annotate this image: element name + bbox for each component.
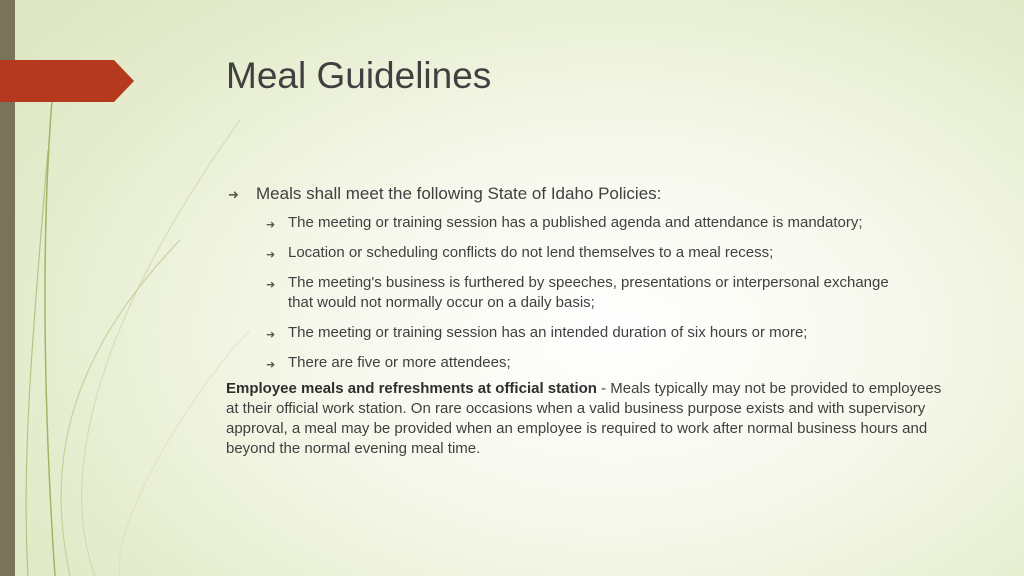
sub-bullet-text: Location or scheduling conflicts do not lend themselves to a meal recess; (288, 244, 774, 261)
sub-bullet (266, 273, 908, 313)
sub-bullet-text: The meeting or training session has an intended duration of six hours or more; (288, 324, 808, 341)
arrow-right-icon: ➜ (266, 219, 276, 231)
bullet-main-text: Meals shall meet the following State of Idaho Policies: (256, 184, 662, 203)
arrow-right-icon: ➜ (266, 249, 276, 261)
arrow-right-icon: ➜ (266, 329, 276, 341)
title-accent-tab (0, 0, 140, 576)
sub-bullet (266, 213, 908, 233)
slide-title: Meal Guidelines (226, 55, 492, 96)
slide-content (226, 183, 966, 459)
sub-bullet (266, 323, 908, 343)
policy-text: - Meals typically may not be provided to employees at their official work station. On rare occasions when a valid business purpose exists and with supervisory approval, a meal may be provided when an employee is required to work after normal business hours and beyond the normal evening meal time. (226, 380, 942, 457)
sub-bullet-text: The meeting's business is furthered by speeches, presentations or interpersonal exchange that would not normally occur on a daily basis; (288, 274, 889, 311)
policy-heading: Employee meals and refreshments at official station (226, 380, 597, 397)
sub-bullet (266, 243, 908, 263)
policy-paragraph (226, 379, 956, 459)
arrow-right-icon: ➜ (228, 187, 239, 202)
bullet-main (228, 183, 966, 205)
sub-bullet-text: The meeting or training session has a published agenda and attendance is mandatory; (288, 214, 863, 231)
arrow-right-icon: ➜ (266, 359, 276, 371)
sub-bullet (266, 353, 908, 373)
arrow-right-icon: ➜ (266, 279, 276, 291)
sub-bullet-text: There are five or more attendees; (288, 354, 511, 371)
